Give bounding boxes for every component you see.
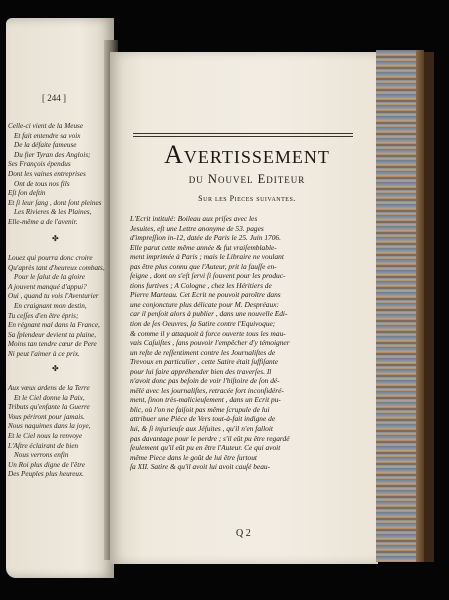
body-line: un reſte de reſſentiment contre les Journaliſtes de — [130, 347, 276, 357]
verse-line: Et le Ciel donne la Paix, — [14, 393, 85, 402]
verse-line: Et ſi leur ſang , dont ſont pleines — [8, 198, 102, 207]
verse-line: Ont de tous nos fils — [14, 179, 70, 188]
body-line: n'avoit donc pas beſoin de voir l'hiſtoire de ſon dé- — [130, 376, 280, 386]
verse-line: Tributs qu'enfante la Guerre — [8, 403, 90, 412]
signature-mark: Q 2 — [236, 528, 251, 539]
book-cover-edge — [424, 52, 434, 562]
body-line: lui, & ſi injurieuſe aux Jéſuites , qu'il n'en falloit — [130, 424, 273, 434]
body-line: tions furtives ; A Cologne , chez les Héritiers de — [130, 280, 272, 290]
body-line: ſa XII. Satire & qu'il avoit lui avoit cauſé beau- — [130, 462, 271, 472]
body-line: ment, ſinon très-malicieuſement , dans un Ecrit pu- — [130, 395, 281, 405]
verse-line: De la défaite fameuse — [14, 141, 77, 150]
body-line: pour lui faire appréhender bien des traverſes. Il — [130, 366, 272, 376]
verse-line: Ses François épendus — [8, 160, 71, 169]
verse-line: Sa ſplendeur devient ta plaine, — [8, 330, 97, 339]
verse-line: En craignant mon destin, — [14, 301, 87, 310]
verse-line: Qu'après tant d'heureux combats, — [8, 263, 105, 272]
body-line: Pierre Marteau. Cet Ecrit ne pouvoit paroître dans — [130, 290, 281, 300]
body-line: ſeulement qu'il eût pu en être l'Auteur. Ce qui avoit — [130, 443, 281, 453]
body-line: pas être plus connu que l'Auteur, prit la fauſſe en- — [130, 261, 277, 271]
decorative-rule — [133, 133, 353, 134]
decorative-rule — [133, 136, 353, 137]
page-subtitle: du Nouvel Editeur — [188, 172, 306, 186]
verse-line: Les Rivieres & les Plaines, — [14, 208, 92, 217]
body-line: L'Ecrit intitulé: Boileau aux priſes avec les — [130, 214, 258, 223]
body-text — [130, 214, 364, 472]
ornament-icon: ✤ — [52, 364, 59, 373]
verse-line: Dont les vaines entreprises — [8, 169, 86, 178]
verse-line: Nous verrons enfin — [14, 451, 69, 460]
page-title: Avertissement — [164, 140, 330, 169]
body-line: mêlé avec les journaliſtes, retracée fort inconſidéré- — [130, 385, 284, 395]
body-line: Trevoux en particulier , cette Satire était ſuffiſante — [130, 357, 279, 367]
body-line: blic, où l'on ne faiſoit pas même ſcrupule de lui — [130, 404, 270, 414]
verse-line: Et fait entendre sa voix — [14, 131, 81, 140]
verse-line: L'Aſtre éclairant de bien — [8, 441, 79, 450]
body-line: Jesuites, eſt une Lettre anonyme de 53. pages — [130, 223, 264, 233]
verse-line: Vous périront pour jamais. — [8, 412, 85, 421]
body-line: une conjoncture plus délicate pour M. Despréaux: — [130, 299, 279, 309]
body-line: tion de ſes Oeuvres, ſa Satire contre l'Equivoque; — [130, 319, 276, 329]
body-line: même Piece dans le goût de lui être ſurtout — [130, 452, 257, 462]
verse-line: Louez qui pourra donc croire — [8, 254, 93, 262]
body-line: pas davantage pour le perdre ; s'il eût pu être regardé — [130, 433, 290, 443]
section-subheading: Sur les Pieces suivantes. — [198, 194, 296, 203]
verse-stanza-2 — [8, 254, 108, 360]
verse-line: Celle-ci vient de la Meuse — [8, 122, 84, 130]
verse-line: Tu ceſſes d'en être épris; — [8, 311, 79, 320]
verse-line: Oui , quand tu vois l'Aventurier — [8, 292, 99, 301]
page-number: [ 244 ] — [42, 93, 66, 103]
body-line: & comme il y attaquoit à force ouverte tous les mau- — [130, 328, 286, 338]
verse-stanza-3 — [8, 384, 108, 480]
verse-line: Du fier Tyran des Anglois; — [14, 150, 91, 159]
body-line: attribuer une Pièce de Vers tout-à-fait indigne de — [130, 414, 276, 424]
body-line: ſeigne , dont on s'eſt ſervi ſi ſouvent pour les produc- — [130, 271, 286, 281]
body-line: vais Caſuiſtes , ſans pouvoir l'empêcher d'y témoigner — [130, 338, 290, 348]
verse-line: Elle-même a de l'avenir. — [8, 217, 78, 226]
verse-line: A jouvent manqué d'appui? — [8, 282, 87, 291]
verse-line: Pour le ſalut de la gloire — [14, 273, 86, 282]
verse-line: Eſt ſon deſtin — [8, 189, 46, 198]
body-line: Elle parut cette même année & fut vraiſemblable- — [130, 242, 277, 252]
marbled-page-edges — [376, 50, 424, 562]
body-line: d'impreſſion in-12, datée de Paris le 25. Juin 1706. — [130, 233, 281, 243]
body-line: ment imprimée à Paris ; mais le Libraire ne voulant — [130, 252, 284, 262]
verse-line: Ni peut l'aimer à ce prix. — [8, 349, 80, 358]
ornament-icon: ✤ — [52, 234, 59, 243]
verse-stanza-1 — [8, 122, 108, 228]
body-line: car il penſoit alors à publier , dans une nouvelle Edi- — [130, 309, 288, 319]
verse-line: Moins tan tendre cœur de Pere — [8, 340, 97, 349]
verse-line: Et le Ciel nous la renvoye — [8, 431, 83, 440]
verse-line: Des Peuples plus heureux. — [8, 470, 84, 479]
verse-line: Un Roi plus digne de l'être — [8, 460, 85, 469]
verse-line: Nous naquimes dans la joye, — [8, 422, 91, 431]
verse-line: En régnant mal dans la France, — [8, 321, 100, 330]
verse-line: Aux vœux ardens de la Terre — [8, 384, 90, 392]
